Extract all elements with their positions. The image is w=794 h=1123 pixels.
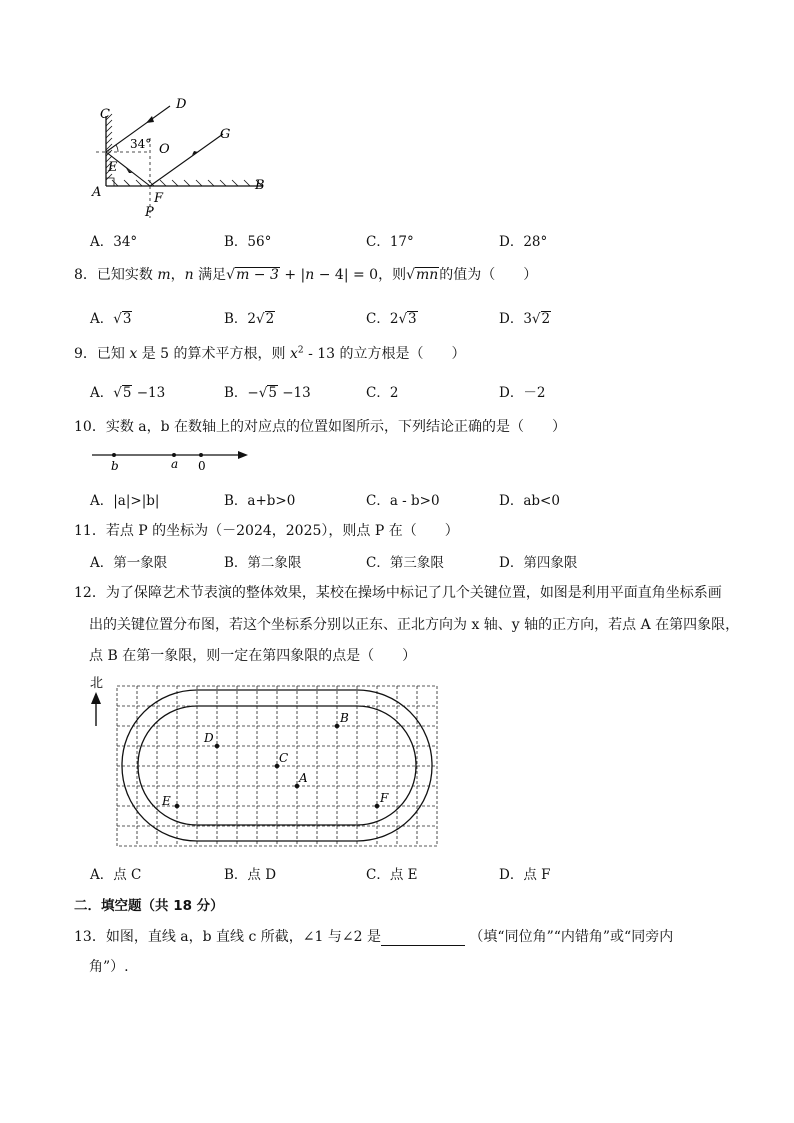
q11-question: 11．若点 P 的坐标为（－2024，2025），则点 P 在（ ） [74, 523, 459, 539]
point-label-D: D [204, 731, 214, 745]
q8-option-d[interactable]: D．3√2 [499, 311, 551, 327]
q12-option-a[interactable]: A．点 C [90, 867, 142, 883]
axis-label-a: a [171, 457, 179, 471]
q12-line-2: 出的关键位置分布图，若这个坐标系分别以正东、正北方向为 x 轴、y 轴的正方向，若点 A 在第四象限， [89, 617, 740, 633]
q10-option-a[interactable]: A．|a|>|b| [90, 493, 160, 509]
q10-option-d[interactable]: D．ab<0 [499, 493, 560, 509]
q8-option-b[interactable]: B．2√2 [224, 311, 275, 327]
q13-line-2: 角”）. [89, 959, 129, 975]
q12-line-1: 12．为了保障艺术节表演的整体效果，某校在操场中标记了几个关键位置，如图是利用平面直角坐标系画 [74, 585, 722, 601]
point-label-A: A [299, 771, 308, 785]
label-G: G [220, 127, 231, 142]
axis-label-zero: 0 [198, 459, 206, 473]
q13-line-1: 13．如图，直线 a，b 直线 c 所截，∠1 与∠2 是 （填“同位角”“内错角”或“同旁内 [74, 929, 674, 945]
q9-option-a[interactable]: A．√5 −13 [90, 385, 166, 401]
q12-option-b[interactable]: B．点 D [224, 867, 277, 883]
q10-option-c[interactable]: C．a - b>0 [366, 493, 440, 509]
q12-option-c[interactable]: C．点 E [366, 867, 418, 883]
q9-question: 9．已知 x 是 5 的算术平方根，则 $x^2 - 13$ 的立方根是（ ） [74, 345, 466, 362]
label-P: P [145, 205, 154, 220]
number-line [88, 446, 252, 474]
label-F: F [154, 191, 164, 206]
sqrt-mn: mn [416, 267, 439, 283]
q7-option-b[interactable]: B．56° [224, 234, 272, 250]
q8-question: 8．已知实数 m，n 满足√m − 3 + |n − 4| = 0，则√mn的值为（ ） [74, 267, 538, 283]
label-C: C [100, 107, 110, 122]
label-O: O [159, 142, 170, 157]
q11-option-d[interactable]: D．第四象限 [499, 555, 578, 571]
label-D: D [176, 97, 187, 112]
q12-option-d[interactable]: D．点 F [499, 867, 551, 883]
axis-label-b: b [111, 459, 119, 473]
q11-option-b[interactable]: B．第二象限 [224, 555, 302, 571]
q7-option-a[interactable]: A．34° [90, 234, 138, 250]
q8-option-a[interactable]: A．√3 [90, 311, 132, 327]
q11-option-c[interactable]: C．第三象限 [366, 555, 444, 571]
north-label: 北 [90, 676, 104, 691]
angle-label: 34° [130, 137, 152, 151]
q7-option-d[interactable]: D．28° [499, 234, 548, 250]
q12-map [86, 674, 442, 850]
q8-option-c[interactable]: C．2√3 [366, 311, 417, 327]
q12-line-3: 点 B 在第一象限，则一定在第四象限的点是（ ） [89, 648, 417, 664]
q9-option-d[interactable]: D．－2 [499, 385, 546, 401]
q10-option-b[interactable]: B．a+b>0 [224, 493, 296, 509]
label-E: E [108, 160, 118, 175]
answer-blank[interactable] [381, 931, 465, 946]
q9-option-b[interactable]: B．−√5 −13 [224, 385, 311, 401]
label-B: B [255, 178, 265, 193]
q7-figure [88, 96, 278, 222]
point-label-B: B [340, 711, 349, 725]
q9-option-c[interactable]: C．2 [366, 385, 399, 401]
label-A: A [92, 185, 102, 200]
section-2-title: 二．填空题（共 18 分） [74, 898, 224, 914]
sqrt-m-3: m − 3 [236, 267, 279, 283]
point-label-E: E [162, 794, 171, 808]
point-label-C: C [279, 751, 289, 765]
point-label-F: F [380, 791, 389, 805]
q7-option-c[interactable]: C．17° [366, 234, 414, 250]
q11-option-a[interactable]: A．第一象限 [90, 555, 168, 571]
q10-question: 10．实数 a，b 在数轴上的对应点的位置如图所示，下列结论正确的是（ ） [74, 419, 567, 435]
